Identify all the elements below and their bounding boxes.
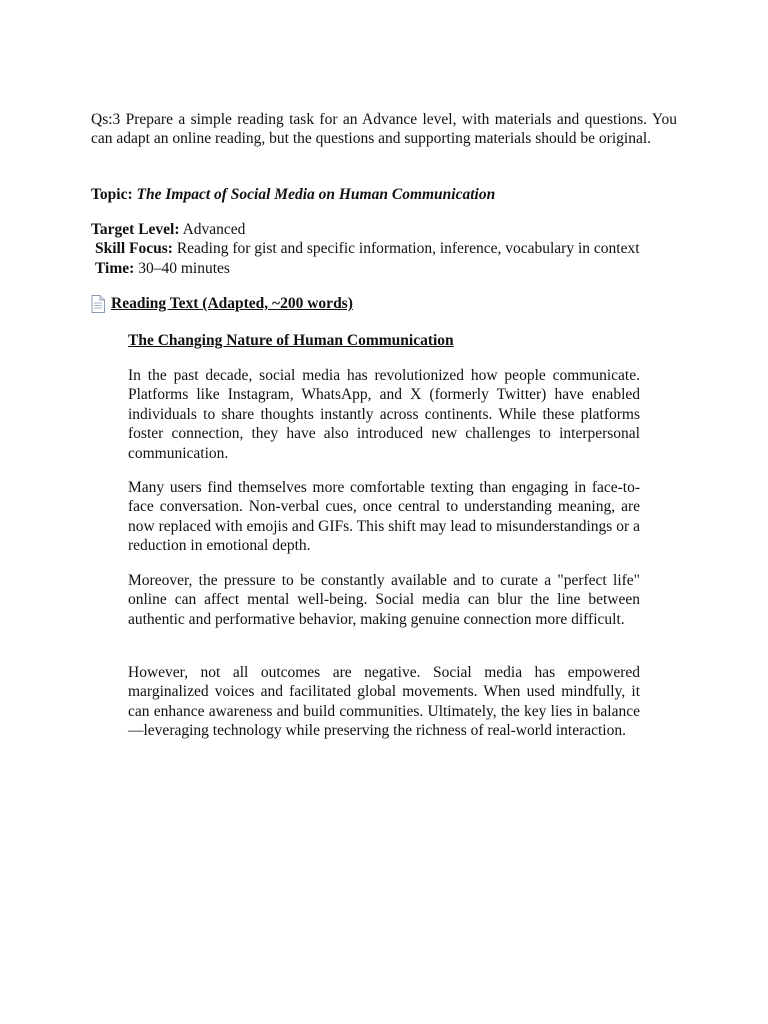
paragraph-2: Many users find themselves more comfortable texting than engaging in face-to-face conversation. Non-verbal cues, once central to understanding meaning, are now replaced with emojis and GIFs. This shift may lead to misunderstandings or a reduction in emotional depth.	[128, 479, 640, 555]
paragraph-1: In the past decade, social media has revolutionized how people communicate. Platforms like Instagram, WhatsApp, and X (formerly Twitter) have enabled individuals to share thoughts instantly across continents. While these platforms foster connection, they have also introduced new challenges to interpersonal communication.	[128, 367, 640, 462]
target-level-label: Target Level:	[91, 221, 180, 238]
task-meta	[91, 220, 677, 278]
topic-line	[91, 185, 677, 204]
skill-focus-value: Reading for gist and specific information, inference, vocabulary in context	[176, 240, 640, 258]
passage-title: The Changing Nature of Human Communication	[128, 332, 454, 349]
time-value: 30–40 minutes	[138, 259, 230, 277]
reading-text-heading	[91, 294, 677, 313]
target-level-value: Advanced	[182, 221, 246, 238]
time-row	[91, 259, 677, 278]
time-label: Time:	[95, 259, 135, 277]
reading-heading-text: Reading Text (Adapted, ~200 words)	[111, 295, 353, 312]
paragraph-3: Moreover, the pressure to be constantly available and to curate a "perfect life" online can affect mental well-being. Social media can blur the line between authentic and performative behavior, making genuine connection more difficult.	[128, 572, 640, 628]
paragraph-4: However, not all outcomes are negative. Social media has empowered marginalized voices and facilitated global movements. When used mindfully, it can enhance awareness and build communities. Ultimately, the key lies in balance—leveraging technology while preserving the richness of real-world interaction.	[128, 664, 640, 740]
topic-value: The Impact of Social Media on Human Communication	[136, 186, 496, 203]
skill-focus-label: Skill Focus:	[95, 240, 173, 258]
document-icon	[91, 295, 105, 313]
skill-focus-row	[91, 239, 677, 258]
target-level-row	[91, 220, 677, 239]
topic-label: Topic:	[91, 186, 133, 203]
question-text: Qs:3 Prepare a simple reading task for an Advance level, with materials and questions. You can adapt an online reading, but the questions and supporting materials should be original.	[91, 111, 677, 148]
